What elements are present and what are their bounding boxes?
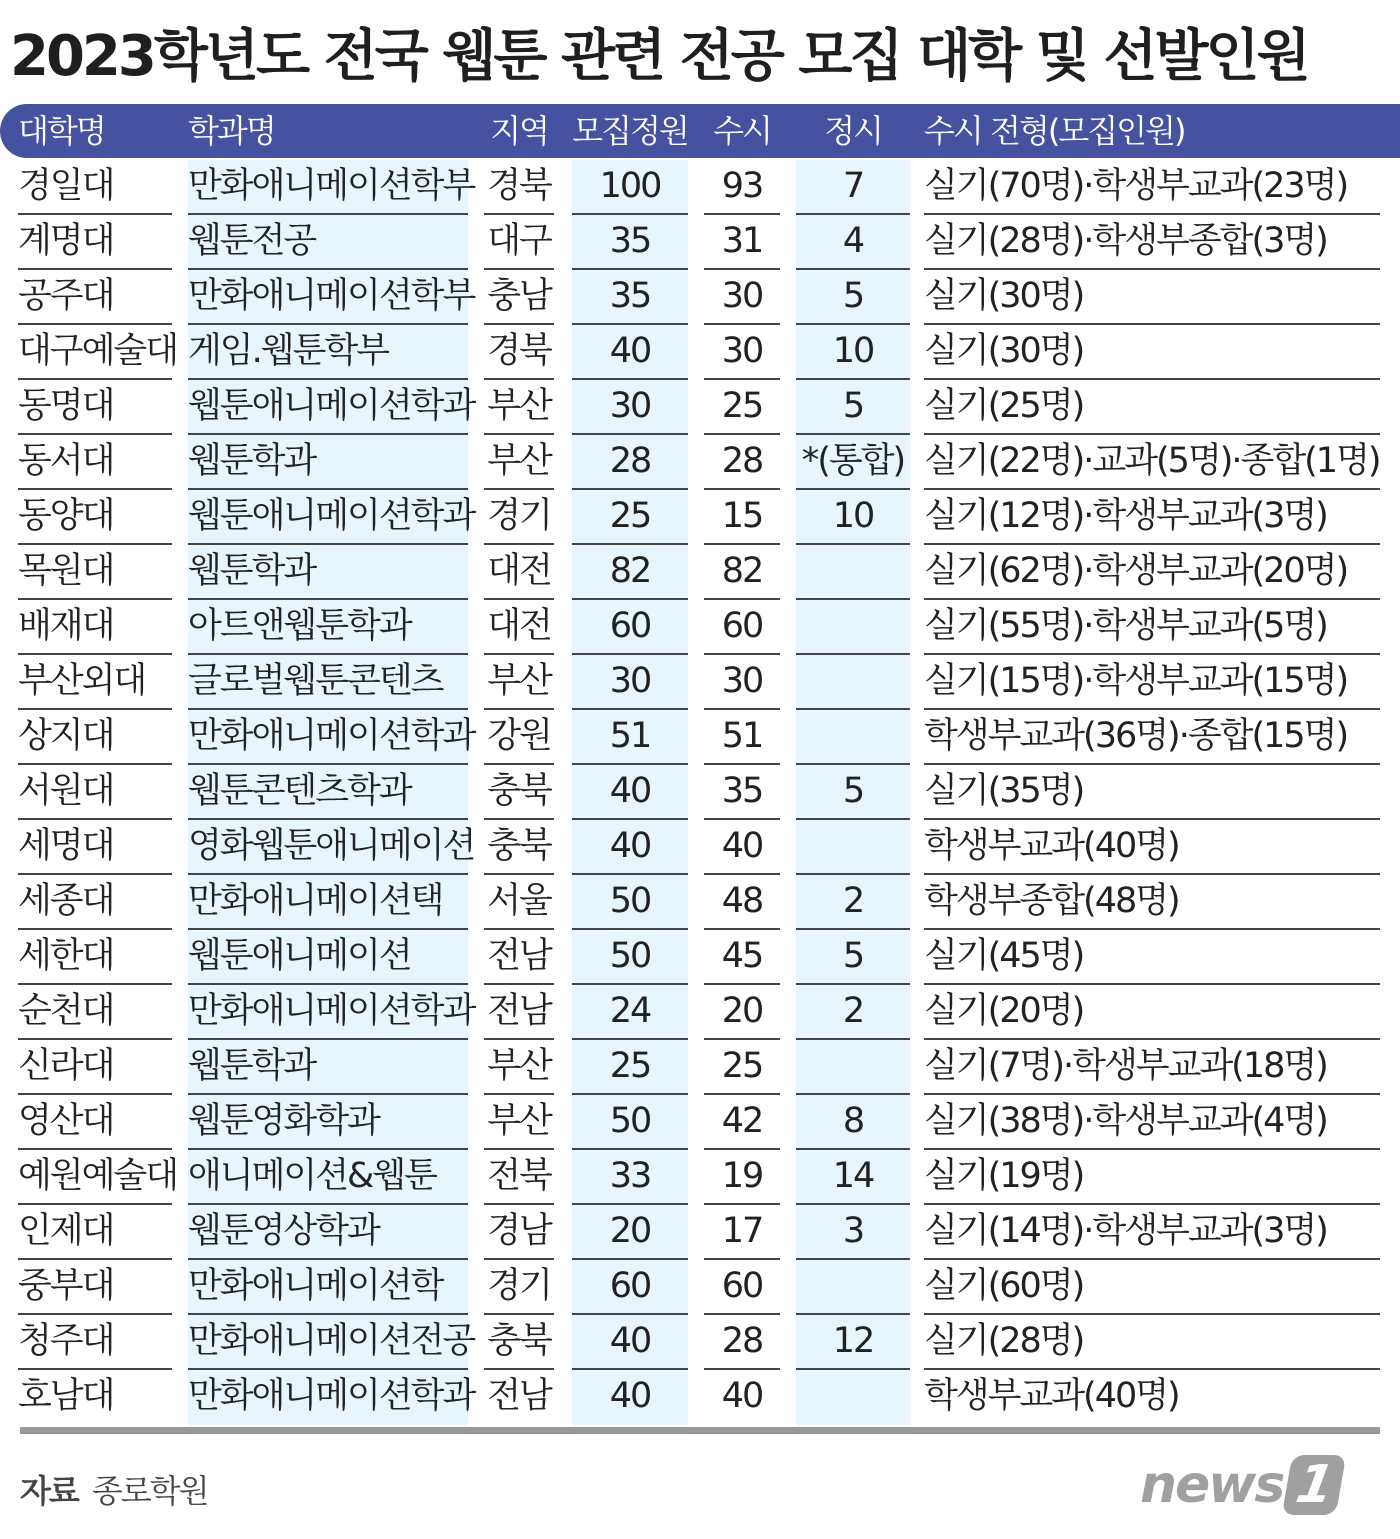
- cell-jeongsi: 5: [796, 765, 910, 820]
- cell-department: 웹툰학과: [188, 1040, 468, 1095]
- header-jeongsi: 정시: [824, 112, 882, 150]
- cell-susi: 48: [704, 875, 780, 930]
- cell-jeongsi: 5: [796, 380, 910, 435]
- cell-jeongsi: 12: [796, 1315, 910, 1370]
- table-row: [0, 1150, 1400, 1205]
- cell-region: 경북: [484, 160, 554, 215]
- table-row: [0, 435, 1400, 490]
- cell-region: 경북: [484, 325, 554, 380]
- header-quota: 모집정원: [572, 112, 688, 150]
- table-row: [0, 600, 1400, 655]
- cell-quota: 50: [572, 875, 688, 930]
- cell-susi: 45: [704, 930, 780, 985]
- table-row: [0, 765, 1400, 820]
- cell-region: 전북: [484, 1150, 554, 1205]
- cell-susi: 19: [704, 1150, 780, 1205]
- cell-susi: 15: [704, 490, 780, 545]
- cell-department: 만화애니메이션학과: [188, 1376, 475, 1416]
- cell-susi: 35: [704, 765, 780, 820]
- cell-susi-type: 실기(30명): [924, 270, 1380, 325]
- cell-quota: 50: [572, 930, 688, 985]
- table-row: [0, 490, 1400, 545]
- cell-susi: 31: [704, 215, 780, 270]
- cell-jeongsi: [796, 1260, 910, 1315]
- cell-department: 만화애니메이션택: [188, 875, 468, 930]
- cell-jeongsi: 10: [796, 490, 910, 545]
- cell-susi-type: 실기(28명)·학생부종합(3명): [924, 215, 1380, 270]
- cell-susi: 20: [704, 985, 780, 1040]
- table-row: [0, 1205, 1400, 1260]
- cell-university: 세한대: [18, 930, 172, 985]
- cell-university: 신라대: [18, 1040, 172, 1095]
- cell-department: 만화애니메이션전공: [188, 1315, 468, 1370]
- header-region: 지역: [490, 112, 548, 150]
- cell-jeongsi: 2: [796, 875, 910, 930]
- cell-susi: 93: [704, 160, 780, 215]
- cell-susi: 30: [704, 325, 780, 380]
- header-department: 학과명: [188, 112, 275, 150]
- cell-susi: 40: [721, 1376, 763, 1416]
- cell-jeongsi: *(통합): [796, 435, 910, 490]
- table-row: [0, 875, 1400, 930]
- cell-department: 만화애니메이션학: [188, 1260, 468, 1315]
- cell-jeongsi: 10: [796, 325, 910, 380]
- cell-susi: 30: [704, 270, 780, 325]
- table-row: [0, 1315, 1400, 1370]
- cell-susi-type: 학생부교과(40명): [924, 820, 1380, 875]
- cell-region: 전남: [484, 985, 554, 1040]
- cell-quota: 35: [572, 270, 688, 325]
- cell-quota: 25: [572, 490, 688, 545]
- cell-quota: 40: [572, 1315, 688, 1370]
- cell-susi-type: 실기(15명)·학생부교과(15명): [924, 655, 1380, 710]
- cell-susi: 25: [704, 1040, 780, 1095]
- source-label: 자료: [20, 1472, 78, 1510]
- table-row: [0, 380, 1400, 435]
- cell-susi-type: 실기(25명): [924, 380, 1380, 435]
- cell-jeongsi: [796, 545, 910, 600]
- cell-susi-type: 실기(62명)·학생부교과(20명): [924, 545, 1380, 600]
- table-row: [0, 820, 1400, 875]
- cell-region: 경기: [484, 1260, 554, 1315]
- cell-susi-type: 실기(7명)·학생부교과(18명): [924, 1040, 1380, 1095]
- cell-region: 부산: [484, 655, 554, 710]
- cell-quota: 51: [572, 710, 688, 765]
- table-row: [0, 930, 1400, 985]
- cell-quota: 28: [572, 435, 688, 490]
- source-name: 종로학원: [91, 1472, 208, 1510]
- cell-jeongsi: 8: [796, 1095, 910, 1150]
- cell-quota: 82: [572, 545, 688, 600]
- cell-region: 부산: [484, 380, 554, 435]
- cell-susi: 60: [704, 600, 780, 655]
- cell-university: 호남대: [18, 1376, 114, 1416]
- cell-region: 부산: [484, 1095, 554, 1150]
- cell-department: 웹툰애니메이션: [188, 930, 468, 985]
- cell-susi-type: 실기(38명)·학생부교과(4명): [924, 1095, 1380, 1150]
- cell-university: 세종대: [18, 875, 172, 930]
- cell-university: 공주대: [18, 270, 172, 325]
- cell-university: 중부대: [18, 1260, 172, 1315]
- cell-quota: 40: [609, 1376, 651, 1416]
- cell-university: 인제대: [18, 1205, 172, 1260]
- cell-jeongsi: 4: [796, 215, 910, 270]
- table-header: [0, 104, 1400, 158]
- cell-region: 경기: [484, 490, 554, 545]
- table-row: [0, 985, 1400, 1040]
- table-row: [0, 1095, 1400, 1150]
- cell-university: 동서대: [18, 435, 172, 490]
- cell-susi-type: 실기(60명): [924, 1260, 1380, 1315]
- cell-quota: 40: [572, 325, 688, 380]
- cell-region: 부산: [484, 1040, 554, 1095]
- cell-department: 웹툰전공: [188, 215, 468, 270]
- cell-susi-type: 실기(55명)·학생부교과(5명): [924, 600, 1380, 655]
- cell-jeongsi: [796, 710, 910, 765]
- cell-department: 웹툰영화학과: [188, 1095, 468, 1150]
- cell-department: 애니메이션&웹툰: [188, 1150, 468, 1205]
- cell-susi: 51: [704, 710, 780, 765]
- cell-quota: 60: [572, 600, 688, 655]
- cell-university: 목원대: [18, 545, 172, 600]
- cell-university: 상지대: [18, 710, 172, 765]
- cell-university: 계명대: [18, 215, 172, 270]
- cell-quota: 40: [572, 765, 688, 820]
- cell-university: 동명대: [18, 380, 172, 435]
- cell-department: 웹툰영상학과: [188, 1205, 468, 1260]
- table-row: [0, 160, 1400, 215]
- cell-jeongsi: 2: [796, 985, 910, 1040]
- cell-quota: 24: [572, 985, 688, 1040]
- table-row: [0, 1260, 1400, 1315]
- cell-university: 경일대: [18, 160, 172, 215]
- cell-susi: 17: [704, 1205, 780, 1260]
- cell-susi-type: 실기(35명): [924, 765, 1380, 820]
- cell-susi-type: 실기(12명)·학생부교과(3명): [924, 490, 1380, 545]
- page-title: 2023학년도 전국 웹툰 관련 전공 모집 대학 및 선발인원: [10, 24, 1308, 89]
- cell-jeongsi: [796, 600, 910, 655]
- logo-number: 1: [1282, 1455, 1347, 1515]
- cell-university: 순천대: [18, 985, 172, 1040]
- cell-jeongsi: 5: [796, 930, 910, 985]
- cell-region: 대구: [484, 215, 554, 270]
- table-row: [0, 1370, 1400, 1425]
- cell-jeongsi: 7: [796, 160, 910, 215]
- cell-university: 동양대: [18, 490, 172, 545]
- cell-susi: 40: [704, 820, 780, 875]
- cell-department: 글로벌웹툰콘텐츠: [188, 655, 468, 710]
- divider: [20, 1427, 1380, 1434]
- cell-department: 웹툰콘텐츠학과: [188, 765, 468, 820]
- cell-susi-type: 실기(22명)·교과(5명)·종합(1명): [924, 435, 1380, 490]
- cell-susi: 82: [704, 545, 780, 600]
- cell-region: 대전: [484, 600, 554, 655]
- table-row: [0, 215, 1400, 270]
- cell-quota: 25: [572, 1040, 688, 1095]
- cell-department: 웹툰학과: [188, 545, 468, 600]
- cell-region: 서울: [484, 875, 554, 930]
- header-susi: 수시: [713, 112, 771, 150]
- cell-department: 웹툰학과: [188, 435, 468, 490]
- cell-jeongsi: [796, 655, 910, 710]
- cell-department: 웹툰애니메이션학과: [188, 490, 468, 545]
- table-row: [0, 545, 1400, 600]
- cell-jeongsi: 3: [796, 1205, 910, 1260]
- cell-quota: 20: [572, 1205, 688, 1260]
- table-row: [0, 1040, 1400, 1095]
- header-university: 대학명: [18, 112, 105, 150]
- cell-region: 전남: [487, 1376, 551, 1416]
- cell-department: 영화웹툰애니메이션: [188, 820, 468, 875]
- cell-region: 충남: [484, 270, 554, 325]
- cell-university: 세명대: [18, 820, 172, 875]
- cell-quota: 40: [572, 820, 688, 875]
- cell-susi: 28: [704, 1315, 780, 1370]
- table-row: [0, 325, 1400, 380]
- cell-jeongsi: 14: [796, 1150, 910, 1205]
- table-row: [0, 270, 1400, 325]
- cell-susi: 28: [704, 435, 780, 490]
- table-row: [0, 710, 1400, 765]
- cell-region: 강원: [484, 710, 554, 765]
- cell-region: 대전: [484, 545, 554, 600]
- cell-quota: 60: [572, 1260, 688, 1315]
- cell-university: 영산대: [18, 1095, 172, 1150]
- cell-quota: 100: [572, 160, 688, 215]
- cell-susi-type: 실기(19명): [924, 1150, 1380, 1205]
- cell-university: 배재대: [18, 600, 172, 655]
- news1-logo: [1140, 1455, 1341, 1515]
- cell-department: 만화애니메이션학과: [188, 985, 468, 1040]
- cell-quota: 30: [572, 380, 688, 435]
- cell-department: 게임.웹툰학부: [188, 325, 468, 380]
- cell-university: 예원예술대: [18, 1150, 172, 1205]
- cell-department: 만화애니메이션학부: [188, 270, 468, 325]
- cell-university: 대구예술대: [18, 325, 172, 380]
- cell-susi-type: 학생부교과(36명)·종합(15명): [924, 710, 1380, 765]
- cell-department: 아트앤웹툰학과: [188, 600, 468, 655]
- cell-susi-type: 실기(70명)·학생부교과(23명): [924, 160, 1380, 215]
- cell-university: 청주대: [18, 1315, 172, 1370]
- cell-susi: 30: [704, 655, 780, 710]
- cell-jeongsi: [796, 820, 910, 875]
- cell-region: 경남: [484, 1205, 554, 1260]
- cell-university: 서원대: [18, 765, 172, 820]
- cell-susi: 60: [704, 1260, 780, 1315]
- cell-university: 부산외대: [18, 655, 172, 710]
- cell-region: 충북: [484, 765, 554, 820]
- cell-jeongsi: [796, 1040, 910, 1095]
- cell-susi: 42: [704, 1095, 780, 1150]
- cell-quota: 50: [572, 1095, 688, 1150]
- cell-jeongsi: 5: [796, 270, 910, 325]
- cell-department: 만화애니메이션학과: [188, 710, 468, 765]
- cell-susi-type: 실기(30명): [924, 325, 1380, 380]
- cell-quota: 30: [572, 655, 688, 710]
- cell-susi-type: 실기(20명): [924, 985, 1380, 1040]
- logo-text: news: [1140, 1455, 1284, 1515]
- cell-region: 부산: [484, 435, 554, 490]
- cell-jeongsi: [796, 1370, 910, 1423]
- cell-susi-type: 학생부종합(48명): [924, 875, 1380, 930]
- cell-region: 충북: [484, 820, 554, 875]
- cell-department: 웹툰애니메이션학과: [188, 380, 468, 435]
- table-row: [0, 655, 1400, 710]
- cell-susi: 25: [704, 380, 780, 435]
- cell-susi-type: 학생부교과(40명): [924, 1376, 1179, 1416]
- cell-department: 만화애니메이션학부: [188, 160, 468, 215]
- cell-quota: 33: [572, 1150, 688, 1205]
- cell-region: 충북: [484, 1315, 554, 1370]
- cell-quota: 35: [572, 215, 688, 270]
- cell-susi-type: 실기(28명): [924, 1315, 1380, 1370]
- source-note: [20, 1466, 207, 1512]
- cell-region: 전남: [484, 930, 554, 985]
- header-susi-type: 수시 전형(모집인원): [924, 112, 1185, 150]
- cell-susi-type: 실기(45명): [924, 930, 1380, 985]
- cell-susi-type: 실기(14명)·학생부교과(3명): [924, 1205, 1380, 1260]
